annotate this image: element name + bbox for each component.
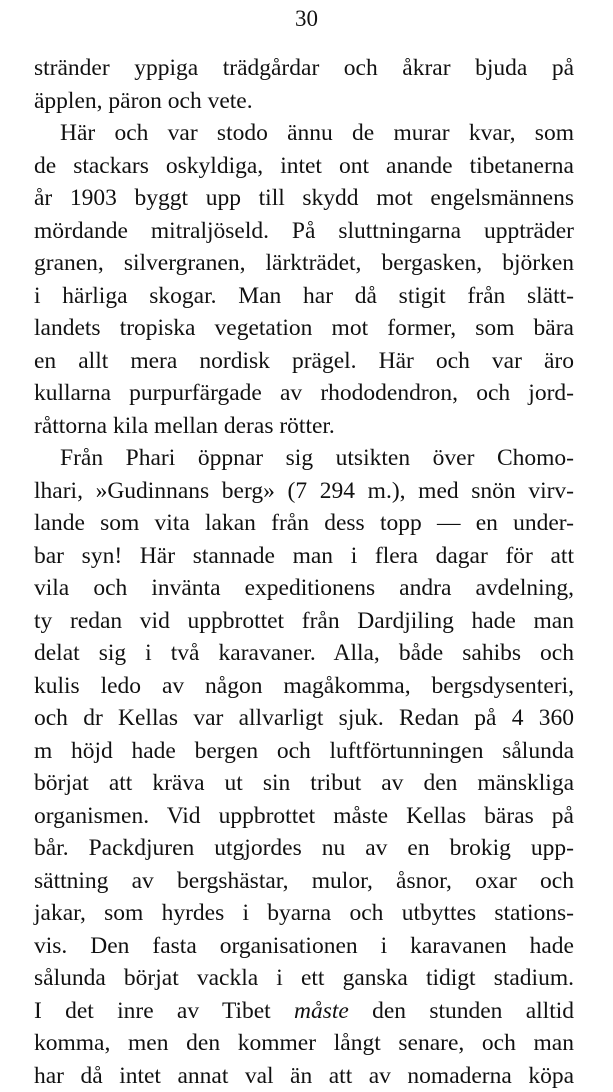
text-segment: I det inre av Tibet	[34, 998, 271, 1024]
text-line: kulis ledo av någon magåkomma, bergsdysenteri,	[34, 670, 574, 703]
text-line: och dr Kellas var allvarligt sjuk. Redan på 4 360	[34, 702, 574, 735]
text-line: bår. Packdjuren utgjordes nu av en brokig upp-	[34, 832, 574, 865]
text-line: kullarna purpurfärgade av rhododendron, och jord-	[34, 377, 574, 410]
text-line: en allt mera nordisk prägel. Här och var äro	[34, 345, 574, 378]
text-line: stränder yppiga trädgårdar och åkrar bjuda på	[34, 52, 574, 85]
text-line: m höjd hade bergen och luftförtunningen sålunda	[34, 735, 574, 768]
text-line: de stackars oskyldiga, intet ont anande tibetanerna	[34, 150, 574, 183]
text-line: granen, silvergranen, lärkträdet, bergasken, björken	[34, 247, 574, 280]
text-line: jakar, som hyrdes i byarna och utbyttes stations-	[34, 897, 574, 930]
page-number: 30	[0, 4, 613, 34]
text-line: Här och var stodo ännu de murar kvar, som	[34, 117, 574, 150]
text-line: sättning av bergshästar, mulor, åsnor, oxar och	[34, 865, 574, 898]
text-line: bar syn! Här stannade man i flera dagar för att	[34, 540, 574, 573]
body-text	[34, 52, 574, 1092]
text-line: vis. Den fasta organisationen i karavanen hade	[34, 930, 574, 963]
italic-emphasis: måste	[294, 998, 349, 1024]
text-line: börjat att kräva ut sin tribut av den mänskliga	[34, 767, 574, 800]
text-line: sålunda börjat vackla i ett ganska tidigt stadium.	[34, 962, 574, 995]
text-line: råttorna kila mellan deras rötter.	[34, 410, 574, 443]
text-line: i härliga skogar. Man har då stigit från slätt-	[34, 280, 574, 313]
text-line: lande som vita lakan från dess topp — en under-	[34, 507, 574, 540]
text-line: har då intet annat val än att av nomaderna köpa	[34, 1060, 574, 1092]
text-line: äpplen, päron och vete.	[34, 85, 574, 118]
text-line: vila och invänta expeditionens andra avdelning,	[34, 572, 574, 605]
text-line: komma, men den kommer långt senare, och man	[34, 1027, 574, 1060]
text-line: ty redan vid uppbrottet från Dardjiling hade man	[34, 605, 574, 638]
text-line: mördande mitraljöseld. På sluttningarna uppträder	[34, 215, 574, 248]
text-line: lhari, »Gudinnans berg» (7 294 m.), med snön virv-	[34, 475, 574, 508]
text-line: år 1903 byggt upp till skydd mot engelsmännens	[34, 182, 574, 215]
text-segment: den stunden alltid	[372, 998, 574, 1024]
text-line: delat sig i två karavaner. Alla, både sahibs och	[34, 637, 574, 670]
text-line: organismen. Vid uppbrottet måste Kellas bäras på	[34, 800, 574, 833]
text-line: landets tropiska vegetation mot former, som bära	[34, 312, 574, 345]
text-line	[34, 995, 574, 1028]
text-line: Från Phari öppnar sig utsikten över Chomo-	[34, 442, 574, 475]
